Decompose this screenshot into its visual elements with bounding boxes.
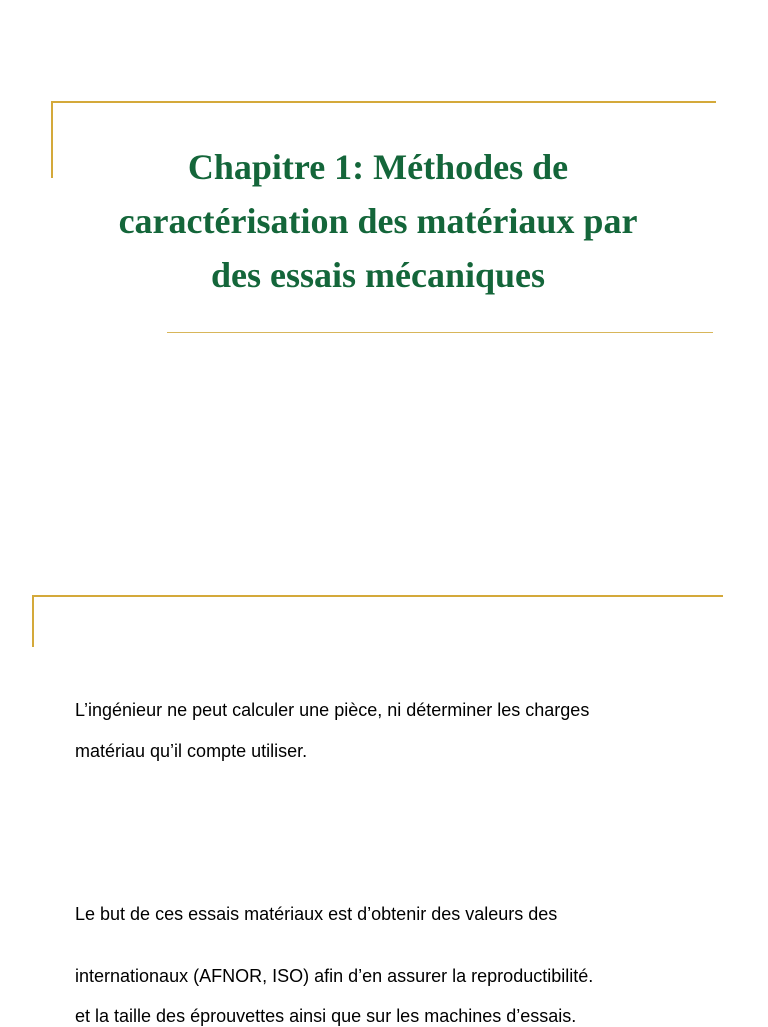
- content-slide: [0, 590, 768, 1024]
- slide-title: [60, 140, 696, 302]
- left-accent-line: [32, 595, 34, 647]
- paragraph-line: matériau qu’il compte utiliser.: [75, 741, 308, 761]
- paragraph-line: Le but de ces essais matériaux est d’obtenir des valeurs des: [75, 904, 558, 924]
- paragraph-line: L’ingénieur ne peut calculer une pièce, ni déterminer les charges: [75, 700, 590, 720]
- title-line: caractérisation des matériaux par: [118, 201, 638, 241]
- title-line: Chapitre 1: Méthodes de: [187, 147, 569, 187]
- title-line: des essais mécaniques: [210, 255, 546, 295]
- paragraph-line: et la taille des éprouvettes ainsi que sur les machines d’essais.: [75, 1006, 577, 1026]
- left-accent-line: [51, 101, 53, 178]
- top-accent-line: [51, 101, 716, 103]
- top-accent-line: [32, 595, 723, 597]
- paragraph-line: internationaux (AFNOR, ISO) afin d’en assurer la reproductibilité.: [75, 966, 594, 986]
- title-underline: [167, 332, 713, 333]
